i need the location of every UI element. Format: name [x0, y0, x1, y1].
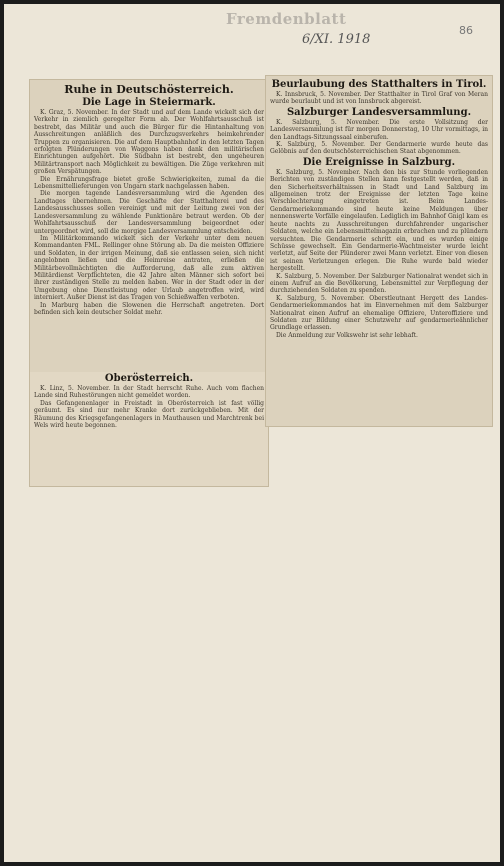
paragraph: K. Salzburg, 5. November. Die erste Vollsitzung der Landesversammlung ist für morgen Donnerstag, 10 Uhr vormittags, in den Landtags-Sitzungssaal einberufen.: [270, 118, 488, 141]
paragraph: K. Linz, 5. November. In der Stadt herrscht Ruhe. Auch vom flachen Lande sind Ruhestörungen nicht gemeldet worden.: [34, 385, 264, 400]
right-section2-body: [270, 119, 488, 156]
paragraph: Das Gefangenenlager in Freistadt in Oberösterreich ist fast völlig geräumt. Es sind nur mehr Kranke dort zurückgeblieben. Mit der Räumung des Kriegsgefangenenlagers in Mauthausen und Marchtrenk bei Wels wird heute begonnen.: [34, 399, 264, 430]
left-headline: Ruhe in Deutschösterreich.: [64, 83, 234, 96]
page-number: 86: [459, 24, 473, 37]
handwritten-date: 6/XI. 1918: [302, 32, 371, 47]
paragraph: K. Salzburg, 5. November. Oberstleutnant Hergett des Landes-Gendarmeriekommandos hat im Einvernehmen mit dem Salzburger Nationalrat einen Aufruf an ehemalige Offiziere, Unteroffiziere und Soldaten zur Bildung einer Schutzwehr auf gendarmerieähnlicher Grundlage erlassen.: [270, 294, 488, 332]
paragraph: K. Salzburg, 5. November. Nach den bis zur Stunde vorliegenden Berichten von zuständigen Stellen kann festgestellt werden, daß in den Sicherheitsverhältnissen in Stadt und Land Salzburg im allgemeinen trotz der Ereignisse der letzten Tage keine Verschlechterung eingetreten ist. Beim Landes-Gendarmeriekommando sind heute keine Meldungen über nennenswerte Vorfälle eingelaufen. Lediglich im Bahnhof Gnigl kam es heute nachts zu Ausschreitungen durchfahrender ungarischer Soldaten, welche ein Lebensmittelmagazin erbrachen und zu plündern versuchten. Die Gendarmerie schritt ein, und es wurden einige Schüsse gewechselt. Ein Gendarmerie-Wachtmeister wurde leicht verletzt, auf Seite der Plünderer zwei Mann verletzt. Einer von diesen ist seinen Verletzungen erlegen. Die Ruhe wurde bald wieder hergestellt.: [270, 168, 488, 273]
paragraph: K. Salzburg, 5. November. Der Salzburger Nationalrat wendet sich in einem Aufruf an die Bevölkerung, Lebensmittel zur Verpflegung der durchziehenden Soldaten zu spenden.: [270, 272, 488, 295]
left-subheadline: Die Lage in Steiermark.: [82, 97, 216, 108]
left-body: [34, 109, 264, 316]
left-clipping-upper: [30, 80, 268, 372]
right-headline: Beurlaubung des Statthalters in Tirol.: [271, 79, 487, 90]
right-section3-body: [270, 169, 488, 339]
left-clipping: [30, 80, 268, 486]
paragraph: K. Graz, 5. November. In der Stadt und auf dem Lande wickelt sich der Verkehr in ziemlich geregelter Form ab. Der Wohlfahrtsausschuß ist bestrebt, das Militär und auch die Bürger für die Hintanhaltung von Ausschreitungen anläßlich des Durchzugsverkehrs heimkehrender Truppen zu organisieren. Die auf dem Hauptbahnhof in den letzten Tagen erfolgten Plünderungen von Waggons haben dank den militärischen Einrichtungen aufgehört. Die Südbahn ist bestrebt, den ungeheuren Militärtransport nach Möglichkeit zu bewältigen. Die Züge verkehren mit großen Verspätungen.: [34, 109, 264, 176]
left-section2-body: [34, 385, 264, 429]
left-section2-headline: Oberösterreich.: [104, 373, 194, 384]
paragraph: Die Ernährungsfrage bietet große Schwierigkeiten, zumal da die Lebensmittellieferungen von Ungarn stark nachgelassen haben.: [34, 175, 264, 191]
paragraph: Die Anmeldung zur Volkswehr ist sehr lebhaft.: [276, 331, 418, 339]
left-clipping-lower: [30, 372, 268, 486]
right-body: [270, 91, 488, 106]
archive-sheet: [4, 4, 500, 862]
right-clipping: [266, 76, 492, 426]
paragraph: K. Innsbruck, 5. November. Der Statthalter in Tirol Graf von Meran wurde beurlaubt und ist von Innsbruck abgereist.: [270, 91, 488, 106]
paragraph: In Marburg haben die Slowenen die Herrschaft angetreten. Dort befinden sich kein deutscher Soldat mehr.: [34, 301, 264, 316]
paragraph: Im Militärkommando wickelt sich der Verkehr unter dem neuen Kommandanten FML. Rellinger ohne Störung ab. Da die meisten Offiziere und Soldaten, in der irrigen Meinung, daß sie entlassen seien, sich nicht angelobnen ließen und die Heimreise antraten, erließen die Militärbevollmächtigten die Aufforderung, daß alle zum aktiven Militärdienst Verpflichteten, die 42 Jahre alten Männer sich sofort bei ihrer zuständigen Stelle zu melden haben. Wer in der Stadt oder in der Umgebung ohne Dienstleistung oder Urlaub angetroffen wird, wird interniert. Außer Dienst ist das Tragen von Schießwaffen verboten.: [34, 234, 264, 302]
newspaper-stamp: Fremdenblatt: [226, 10, 347, 28]
right-section3-headline: Die Ereignisse in Salzburg.: [302, 156, 456, 168]
right-section2-headline: Salzburger Landesversammlung.: [286, 106, 472, 118]
paragraph: Die morgen tagende Landesversammlung wird die Agenden des Landtages übernehmen. Die Geschäfte der Statthalterei und des Landesausschusses sollen vereinigt und mit der Leitung zwei von der Landesversammlung zu wählende Funktionäre betraut werden. Ob der Wohlfahrtsausschuß der Landesversammlung beigeordnet oder untergeordnet wird, soll die morgige Landesversammlung entscheiden.: [34, 190, 264, 235]
paragraph: K. Salzburg, 5. November. Der Gendarmerie wurde heute das Gelöbnis auf den deutschösterreichischen Staat abgenommen.: [270, 141, 488, 156]
